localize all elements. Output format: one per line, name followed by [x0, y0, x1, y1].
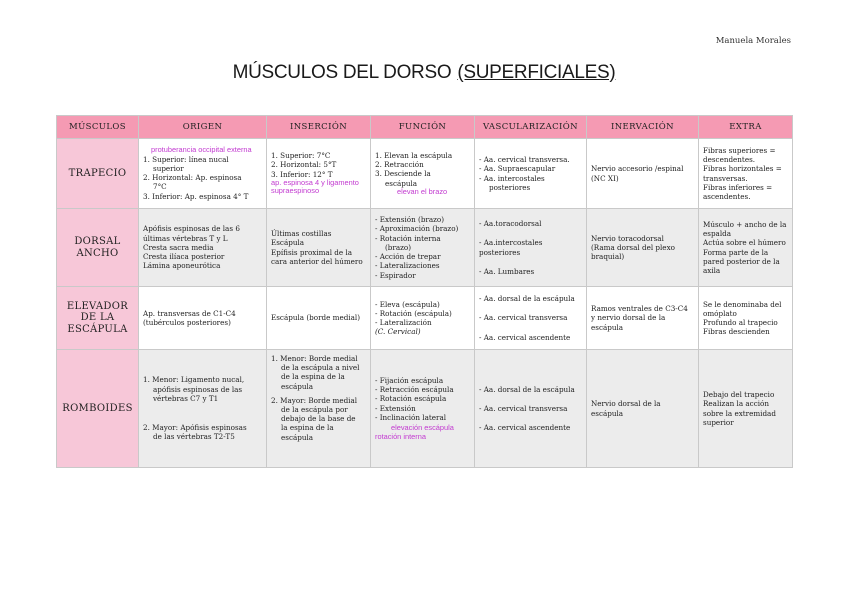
muscles-table: [56, 115, 793, 468]
insercion-line: de la escápula a nivel: [281, 363, 360, 373]
funcion-line: 3. Desciende la: [375, 169, 431, 179]
vasc-line: - Aa. intercostales: [479, 173, 545, 183]
vasc-line: - Aa.toracodorsal: [479, 219, 542, 229]
table-row: [57, 287, 793, 350]
handwritten-note: supraespinoso: [271, 186, 320, 196]
insercion-line: 2. Horizontal: 5°T: [271, 160, 337, 170]
inerv-line: escápula: [591, 322, 624, 332]
origen-line: apófisis espinosas de las: [153, 384, 243, 394]
table-row: [57, 350, 793, 468]
funcion-line: - Rotación escápula: [375, 394, 447, 404]
funcion-line: escápula: [385, 178, 418, 188]
handwritten-note: elevan el brazo: [397, 186, 448, 196]
vasc-line: - Aa. dorsal de la escápula: [479, 294, 575, 304]
extra-line: Fibras superiores = descendentes.: [703, 145, 776, 165]
insercion-line: de la escápula por: [281, 405, 348, 415]
page-title: [0, 62, 848, 84]
funcion-line: - Lateralizaciones: [375, 261, 440, 271]
origen-line: 3. Inferior: Ap. espinosa 4° T: [143, 191, 249, 201]
funcion-cell: [371, 350, 475, 468]
inervacion-cell: [587, 287, 699, 350]
inerv-line: (NC XI): [591, 173, 619, 183]
vascularizacion-cell: [475, 287, 587, 350]
origen-line: Apófisis espinosas de las 6: [143, 224, 240, 234]
handwritten-note: ap. espinosa 4 y ligamento: [271, 177, 359, 187]
col-header-vascularizacion: VASCULARIZACIÓN: [475, 116, 587, 139]
vasc-line: - Aa. cervical ascendente: [479, 423, 571, 433]
funcion-line: - Rotación interna: [375, 233, 441, 243]
insercion-line: 1. Menor: Borde medial: [271, 354, 358, 363]
origen-line: superior: [153, 163, 184, 173]
vascularizacion-cell: [475, 139, 587, 209]
extra-line: Fibras descienden: [703, 327, 770, 337]
extra-line: Debajo del trapecio: [703, 390, 775, 400]
extra-line: Profundo al trapecio: [703, 318, 778, 327]
insercion-line: 1. Superior: 7°C: [271, 151, 331, 161]
extra-line: Realizan la acción: [703, 399, 769, 409]
funcion-line: (brazo): [385, 242, 412, 252]
insercion-cell: [267, 350, 371, 468]
vasc-line: - Aa. cervical transversa: [479, 403, 568, 413]
inerv-line: y nervio dorsal de la: [591, 313, 666, 323]
origen-line: Ap. transversas de C1-C4: [143, 308, 236, 318]
vasc-line: - Aa. dorsal de la escápula: [479, 384, 575, 394]
origen-line: (tubérculos posteriores): [143, 318, 231, 327]
inervacion-cell: [587, 209, 699, 287]
inerv-line: braquial): [591, 252, 625, 262]
funcion-cell: [371, 287, 475, 350]
vasc-line: - Aa. Supraescapular: [479, 164, 556, 174]
funcion-line: - Fijación escápula: [375, 376, 444, 386]
handwritten-note: elevación escápula: [391, 423, 454, 433]
muscle-name: ELEVADOR DE LA ESCÁPULA: [57, 287, 139, 350]
funcion-line: - Lateralización: [375, 318, 432, 327]
extra-cell: [699, 139, 793, 209]
origen-cell: [139, 287, 267, 350]
muscle-name: TRAPECIO: [57, 139, 139, 209]
extra-line: Fibras horizontales = transversas.: [703, 164, 782, 183]
origen-cell: [139, 139, 267, 209]
origen-line: 7°C: [153, 182, 167, 192]
col-header-insercion: INSERCIÓN: [267, 116, 371, 139]
origen-line: Cresta ilíaca posterior: [143, 252, 225, 262]
origen-line: últimas vértebras T y L: [143, 233, 228, 243]
origen-line: 2. Mayor: Apófisis espinosas: [143, 423, 247, 433]
origen-line: 1. Superior: línea nucal: [143, 154, 229, 164]
origen-cell: [139, 209, 267, 287]
funcion-line: 2. Retracción: [375, 160, 424, 170]
extra-line: Se le denominaba del omóplato: [703, 299, 782, 318]
funcion-line: - Rotación (escápula): [375, 308, 452, 318]
col-header-inervacion: INERVACIÓN: [587, 116, 699, 139]
table-header-row: [57, 116, 793, 139]
title-main: MÚSCULOS DEL DORSO: [232, 62, 452, 83]
insercion-line: Escápula: [271, 238, 305, 248]
insercion-line: Epífisis proximal de la: [271, 247, 353, 257]
insercion-line: escápula: [281, 381, 314, 391]
author-name: Manuela Morales: [715, 36, 791, 46]
funcion-line: - Retracción escápula: [375, 385, 454, 395]
col-header-extra: EXTRA: [699, 116, 793, 139]
funcion-line: - Eleva (escápula): [375, 299, 440, 309]
title-sub: (SUPERFICIALES): [457, 62, 616, 83]
handwritten-note: rotación interna: [375, 431, 426, 441]
extra-line: sobre la extremidad: [703, 408, 776, 418]
funcion-line: - Espirador: [375, 270, 416, 280]
insercion-line: cara anterior del húmero: [271, 256, 363, 266]
inerv-line: Nervio accesorio /espinal: [591, 164, 684, 174]
vasc-line: - Aa. Lumbares: [479, 266, 535, 276]
funcion-cell: [371, 139, 475, 209]
inerv-line: Nervio toracodorsal: [591, 233, 664, 243]
insercion-line: de la espina de la: [281, 372, 345, 382]
vasc-line: - Aa. cervical transversa.: [479, 155, 570, 165]
table-row: [57, 209, 793, 287]
funcion-line: - Aproximación (brazo): [375, 224, 459, 234]
vascularizacion-cell: [475, 350, 587, 468]
muscle-name: ROMBOIDES: [57, 350, 139, 468]
inervacion-cell: [587, 350, 699, 468]
extra-line: Forma parte de la pared posterior de la axila: [703, 247, 780, 275]
insercion-line: Escápula (borde medial): [271, 313, 361, 323]
funcion-line: - Inclinación lateral: [375, 412, 447, 422]
origen-line: de las vértebras T2-T5: [153, 432, 235, 442]
inerv-line: Nervio dorsal de la: [591, 399, 661, 409]
insercion-cell: [267, 209, 371, 287]
origen-cell: [139, 350, 267, 468]
funcion-cell: [371, 209, 475, 287]
vasc-line: - Aa.intercostales posteriores: [479, 238, 543, 257]
insercion-line: debajo de la base de: [281, 414, 356, 424]
funcion-line: - Extensión: [375, 403, 416, 413]
origen-line: 2. Horizontal: Ap. espinosa: [143, 173, 242, 183]
vasc-line: - Aa. cervical ascendente: [479, 332, 571, 342]
vascularizacion-cell: [475, 209, 587, 287]
insercion-cell: [267, 139, 371, 209]
funcion-line: 1. Elevan la escápula: [375, 150, 453, 160]
inervacion-cell: [587, 139, 699, 209]
origen-line: Lámina aponeurótica: [143, 261, 221, 271]
inerv-line: (Rama dorsal del plexo: [591, 242, 675, 252]
col-header-funcion: FUNCIÓN: [371, 116, 475, 139]
inerv-line: Ramos ventrales de C3-C4: [591, 304, 688, 314]
inerv-line: escápula: [591, 408, 624, 418]
vasc-line: - Aa. cervical transversa: [479, 313, 568, 323]
origen-line: Cresta sacra media: [143, 242, 214, 252]
insercion-line: la espina de la: [281, 423, 334, 433]
insercion-line: 2. Mayor: Borde medial: [271, 395, 358, 405]
extra-cell: [699, 287, 793, 350]
table-row: [57, 139, 793, 209]
insercion-line: Últimas costillas: [271, 229, 332, 239]
extra-line: Actúa sobre el húmero: [703, 238, 786, 248]
insercion-line: 3. Inferior: 12° T: [271, 169, 333, 179]
extra-line: Fibras inferiores = ascendentes.: [703, 182, 773, 201]
insercion-cell: [267, 287, 371, 350]
extra-cell: [699, 209, 793, 287]
funcion-line: - Acción de trepar: [375, 252, 441, 262]
vasc-line: posteriores: [489, 182, 531, 192]
col-header-musculos: MÚSCULOS: [57, 116, 139, 139]
handwritten-note: protuberancia occipital externa: [151, 145, 252, 155]
extra-line: superior: [703, 417, 734, 427]
muscle-name: DORSAL ANCHO: [57, 209, 139, 287]
funcion-line: - Extensión (brazo): [375, 215, 445, 225]
col-header-origen: ORIGEN: [139, 116, 267, 139]
origen-line: 1. Menor: Ligamento nucal,: [143, 375, 245, 385]
extra-cell: [699, 350, 793, 468]
extra-line: Músculo + ancho de la espalda: [703, 219, 787, 239]
insercion-line: escápula: [281, 432, 314, 442]
funcion-line: (C. Cervical): [375, 327, 421, 337]
origen-line: vértebras C7 y T1: [153, 393, 219, 403]
